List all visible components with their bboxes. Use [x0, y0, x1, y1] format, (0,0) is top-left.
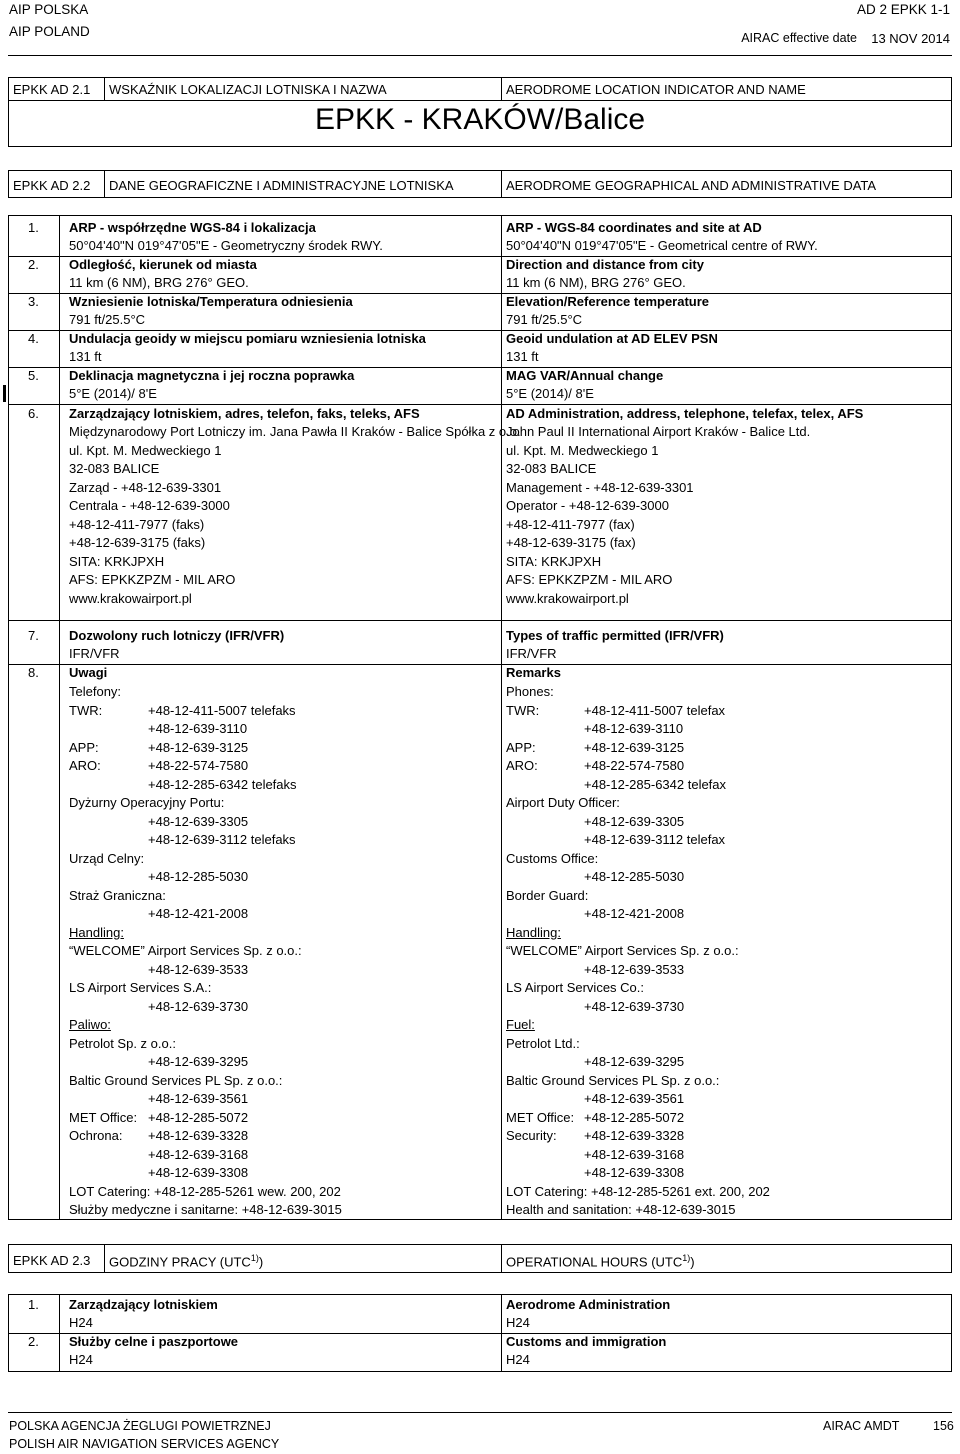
- remark-value: +48-12-285-5072: [584, 1109, 685, 1125]
- remark-label: ARO:: [506, 758, 538, 773]
- hours-heading-en: Aerodrome Administration: [506, 1297, 671, 1312]
- item6-line-pl: +48-12-411-7977 (faks): [69, 516, 205, 532]
- section-ad21-col2: [501, 78, 502, 100]
- section-ad22-col1: [104, 171, 105, 197]
- remark-value: +48-12-639-3305: [584, 813, 685, 829]
- item-number: 2.: [28, 257, 39, 272]
- item6-line-en: 32-083 BALICE: [506, 461, 597, 476]
- item6-line-en: ul. Kpt. M. Medweckiego 1: [506, 442, 659, 458]
- section-ad23-col2: [501, 1245, 502, 1272]
- remark-value: +48-12-639-3308: [584, 1165, 685, 1180]
- item6-line-en: +48-12-411-7977 (fax): [506, 516, 635, 532]
- hours-heading-en: Customs and immigration: [506, 1334, 667, 1349]
- remark-value: +48-12-639-3125: [148, 739, 249, 755]
- item8-heading-en: Remarks: [506, 665, 561, 680]
- remark-value: +48-12-639-3112 telefax: [584, 832, 726, 847]
- section-ad21-title-pl: WSKAŹNIK LOKALIZACJI LOTNISKA I NAZWA: [109, 82, 387, 97]
- header-page-id: AD 2 EPKK 1-1: [856, 2, 950, 17]
- remark-value: +48-12-639-3561: [148, 1091, 249, 1106]
- remark-value: +48-12-285-6342 telefaks: [148, 776, 297, 792]
- item6-line-pl: SITA: KRKJPXH: [69, 553, 165, 569]
- item6-heading-en: AD Administration, address, telephone, telefax, telex, AFS: [506, 406, 864, 421]
- hours-number: 2.: [28, 1334, 39, 1349]
- item-heading-en: Geoid undulation at AD ELEV PSN: [506, 331, 718, 346]
- section-ad21-divider: [9, 100, 951, 101]
- footer-amdt-number: 156: [933, 1419, 954, 1433]
- remark-value: +48-12-411-5007 telefaks: [148, 702, 296, 718]
- item7-number: 7.: [28, 628, 39, 643]
- footer-rule: [8, 1412, 952, 1413]
- footnote-ref: 1): [682, 1253, 691, 1263]
- header-aip-poland: AIP POLAND: [9, 24, 90, 39]
- data-table: [8, 215, 952, 1220]
- remark-value: +48-12-639-3308: [148, 1165, 249, 1180]
- item-value-pl: 791 ft/25.5°C: [69, 312, 146, 327]
- item6-line-pl: 32-083 BALICE: [69, 461, 160, 476]
- item6-line-en: SITA: KRKJPXH: [506, 553, 602, 569]
- item-heading-en: ARP - WGS-84 coordinates and site at AD: [506, 220, 762, 235]
- item-heading-pl: Deklinacja magnetyczna i jej roczna poprawka: [69, 368, 355, 383]
- item6-heading-pl: Zarządzający lotniskiem, adres, telefon, faks, teleks, AFS: [69, 406, 420, 421]
- remark-label: MET Office:: [69, 1109, 138, 1125]
- item6-line-pl: ul. Kpt. M. Medweckiego 1: [69, 442, 222, 458]
- closing-paren: ): [690, 1254, 695, 1270]
- item-value-en: 11 km (6 NM), BRG 276° GEO.: [506, 275, 686, 290]
- remark-label: Paliwo:: [69, 1017, 111, 1032]
- item6-line-pl: Centrala - +48-12-639-3000: [69, 498, 230, 513]
- section-ad23-title-en-text: OPERATIONAL HOURS (UTC: [506, 1254, 683, 1270]
- item6-line-pl: AFS: EPKKZPZM - MIL ARO: [69, 572, 236, 587]
- item7-heading-pl: Dozwolony ruch lotniczy (IFR/VFR): [69, 628, 285, 643]
- item7-value-en: IFR/VFR: [506, 646, 557, 661]
- remark-label: ARO:: [69, 758, 101, 773]
- section-ad22-title-pl: DANE GEOGRAFICZNE I ADMINISTRACYJNE LOTNISKA: [109, 178, 454, 193]
- item-heading-pl: Odległość, kierunek od miasta: [69, 257, 257, 272]
- section-ad23-col1: [104, 1245, 105, 1272]
- hours-value-pl: H24: [69, 1315, 93, 1330]
- closing-paren: ): [258, 1254, 264, 1270]
- item6-line-pl: Międzynarodowy Port Lotniczy im. Jana Pawła II Kraków - Balice Spółka z o.o.: [69, 424, 521, 439]
- section-ad21-code: EPKK AD 2.1: [13, 82, 91, 97]
- remark-value: +48-12-639-3533: [148, 961, 249, 977]
- item8-number: 8.: [28, 665, 39, 680]
- item-heading-pl: ARP - współrzędne WGS-84 i lokalizacja: [69, 220, 316, 235]
- section-ad22-col2: [501, 171, 502, 197]
- header-effective-label: AIRAC effective date: [741, 31, 857, 45]
- remark-label: Border Guard:: [506, 887, 589, 903]
- section-ad22-code: EPKK AD 2.2: [13, 178, 91, 193]
- item-value-pl: 131 ft: [69, 349, 102, 364]
- footer-amdt-label: AIRAC AMDT: [823, 1419, 900, 1433]
- remark-label: Ochrona:: [69, 1128, 123, 1143]
- remark-value: +48-12-639-3168: [148, 1146, 249, 1162]
- item6-line-pl: +48-12-639-3175 (faks): [69, 535, 206, 550]
- row-divider: [9, 620, 951, 621]
- header-effective-date: 13 NOV 2014: [871, 31, 950, 46]
- remark-value: +48-12-639-3328: [148, 1128, 249, 1143]
- hours-value-en: H24: [506, 1352, 530, 1367]
- remark-value: +48-12-639-3730: [584, 998, 685, 1014]
- item8-heading-pl: Uwagi: [69, 665, 108, 680]
- item-value-en: 791 ft/25.5°C: [506, 312, 583, 327]
- remark-label: LS Airport Services S.A.:: [69, 980, 212, 995]
- remark-value: +48-12-421-2008: [148, 906, 249, 921]
- item-value-pl: 50°04'40"N 019°47'05"E - Geometryczny środek RWY.: [69, 238, 383, 253]
- item-value-en: 50°04'40"N 019°47'05"E - Geometrical centre of RWY.: [506, 238, 818, 253]
- footer-agency-en: POLISH AIR NAVIGATION SERVICES AGENCY: [9, 1437, 280, 1451]
- remark-value: +48-12-639-3110: [584, 721, 684, 736]
- item6-line-en: Operator - +48-12-639-3000: [506, 498, 669, 513]
- item6-line-pl: www.krakowairport.pl: [69, 590, 192, 606]
- remark-value: +48-12-639-3561: [584, 1091, 685, 1106]
- item6-line-pl: Zarząd - +48-12-639-3301: [69, 479, 222, 495]
- aerodrome-title: EPKK - KRAKÓW/Balice: [314, 103, 646, 136]
- item6-line-en: Management - +48-12-639-3301: [506, 479, 694, 495]
- remark-label: Petrolot Sp. z o.o.:: [69, 1035, 176, 1051]
- item-number: 3.: [28, 294, 39, 309]
- section-ad21-col1: [104, 78, 105, 100]
- remark-value: +48-12-639-3295: [148, 1054, 249, 1069]
- header-aip-polska: AIP POLSKA: [9, 2, 89, 17]
- hours-value-pl: H24: [69, 1352, 93, 1367]
- remark-label: Handling:: [69, 924, 124, 940]
- remark-label: Baltic Ground Services PL Sp. z o.o.:: [506, 1072, 720, 1088]
- remark-value: +48-12-285-5030: [148, 869, 249, 884]
- hours-number: 1.: [28, 1297, 39, 1312]
- item7-heading-en: Types of traffic permitted (IFR/VFR): [506, 628, 724, 643]
- remark-value: +48-22-574-7580: [584, 758, 685, 773]
- remark-label: APP:: [506, 739, 536, 755]
- section-ad21-box: [8, 77, 952, 147]
- remark-label: LOT Catering: +48-12-285-5261 ext. 200, 202: [506, 1183, 770, 1199]
- remark-label: Fuel:: [506, 1017, 535, 1032]
- remark-label: “WELCOME” Airport Services Sp. z o.o.:: [69, 943, 302, 958]
- item6-line-en: AFS: EPKKZPZM - MIL ARO: [506, 572, 673, 587]
- item-number: 4.: [28, 331, 39, 346]
- remark-label: “WELCOME” Airport Services Sp. z o.o.:: [506, 943, 739, 958]
- item6-line-en: +48-12-639-3175 (fax): [506, 535, 636, 550]
- remark-value: +48-12-285-5072: [148, 1109, 249, 1125]
- footer-agency-pl: POLSKA AGENCJA ŻEGLUGI POWIETRZNEJ: [9, 1419, 271, 1433]
- item-value-en: 131 ft: [506, 349, 539, 364]
- section-ad23-title-en: [506, 1253, 695, 1269]
- remark-value: +48-12-639-3730: [148, 998, 249, 1014]
- item-heading-en: MAG VAR/Annual change: [506, 368, 664, 383]
- remark-label: APP:: [69, 739, 99, 755]
- item-value-en: 5°E (2014)/ 8'E: [506, 386, 594, 401]
- remark-label: Security:: [506, 1128, 557, 1143]
- remark-value: +48-22-574-7580: [148, 758, 249, 773]
- remark-value: +48-12-285-6342 telefax: [584, 776, 727, 792]
- remark-label: MET Office:: [506, 1109, 575, 1125]
- header-rule: [8, 55, 952, 56]
- remark-value: +48-12-639-3533: [584, 961, 685, 977]
- remark-value: +48-12-285-5030: [584, 869, 685, 884]
- item6-line-en: www.krakowairport.pl: [506, 590, 629, 606]
- section-ad23-box: [8, 1244, 952, 1273]
- remark-value: +48-12-639-3328: [584, 1128, 685, 1143]
- remark-value: +48-12-639-3112 telefaks: [148, 832, 296, 847]
- section-ad23-title-pl-text: GODZINY PRACY (UTC: [109, 1254, 251, 1270]
- remark-value: +48-12-639-3295: [584, 1054, 685, 1069]
- remark-label: Dyżurny Operacyjny Portu:: [69, 795, 225, 810]
- footnote-ref: 1): [250, 1253, 259, 1263]
- remark-label: TWR:: [69, 702, 103, 718]
- section-ad22-box: [8, 170, 952, 198]
- item7-value-pl: IFR/VFR: [69, 646, 120, 661]
- item-heading-pl: Undulacja geoidy w miejscu pomiaru wzniesienia lotniska: [69, 331, 426, 346]
- remark-label: Telefony:: [69, 684, 122, 699]
- item-heading-en: Elevation/Reference temperature: [506, 294, 710, 309]
- hours-value-en: H24: [506, 1315, 530, 1330]
- remark-label: Airport Duty Officer:: [506, 795, 620, 810]
- remark-label: TWR:: [506, 702, 540, 718]
- item-heading-pl: Wzniesienie lotniska/Temperatura odniesienia: [69, 294, 353, 309]
- amendment-change-bar: [3, 385, 6, 402]
- row-divider: [9, 404, 951, 405]
- hours-heading-pl: Służby celne i paszportowe: [69, 1334, 239, 1349]
- remark-value: +48-12-639-3125: [584, 739, 685, 755]
- remark-label: Phones:: [506, 684, 554, 699]
- remark-label: Urząd Celny:: [69, 850, 145, 866]
- remark-label: Health and sanitation: +48-12-639-3015: [506, 1202, 736, 1217]
- remark-label: LOT Catering: +48-12-285-5261 wew. 200, 202: [69, 1183, 341, 1199]
- remark-label: Customs Office:: [506, 850, 599, 866]
- hours-heading-pl: Zarządzający lotniskiem: [69, 1297, 218, 1312]
- remark-value: +48-12-639-3305: [148, 813, 249, 829]
- remark-label: Służby medyczne i sanitarne: +48-12-639-3015: [69, 1202, 342, 1217]
- item6-number: 6.: [28, 406, 39, 421]
- section-ad21-title-en: AERODROME LOCATION INDICATOR AND NAME: [506, 82, 806, 97]
- section-ad22-title-en: AERODROME GEOGRAPHICAL AND ADMINISTRATIVE DATA: [506, 178, 877, 193]
- section-ad23-title-pl: [109, 1253, 263, 1269]
- item-heading-en: Direction and distance from city: [506, 257, 704, 272]
- remark-label: Baltic Ground Services PL Sp. z o.o.:: [69, 1072, 283, 1088]
- item-number: 5.: [28, 368, 39, 383]
- item-number: 1.: [28, 220, 39, 235]
- remark-label: Handling:: [506, 924, 561, 940]
- remark-value: +48-12-639-3110: [148, 721, 248, 736]
- item-value-pl: 5°E (2014)/ 8'E: [69, 386, 157, 401]
- remark-label: Straż Graniczna:: [69, 887, 166, 903]
- remark-label: Petrolot Ltd.:: [506, 1035, 580, 1051]
- remark-value: +48-12-639-3168: [584, 1146, 685, 1162]
- item-value-pl: 11 km (6 NM), BRG 276° GEO.: [69, 275, 249, 290]
- remark-value: +48-12-411-5007 telefax: [584, 702, 726, 718]
- row-divider: [9, 664, 951, 665]
- remark-label: LS Airport Services Co.:: [506, 980, 644, 995]
- item6-line-en: John Paul II International Airport Kraków - Balice Ltd.: [506, 424, 811, 439]
- section-ad23-code: EPKK AD 2.3: [13, 1253, 91, 1268]
- remark-value: +48-12-421-2008: [584, 906, 685, 921]
